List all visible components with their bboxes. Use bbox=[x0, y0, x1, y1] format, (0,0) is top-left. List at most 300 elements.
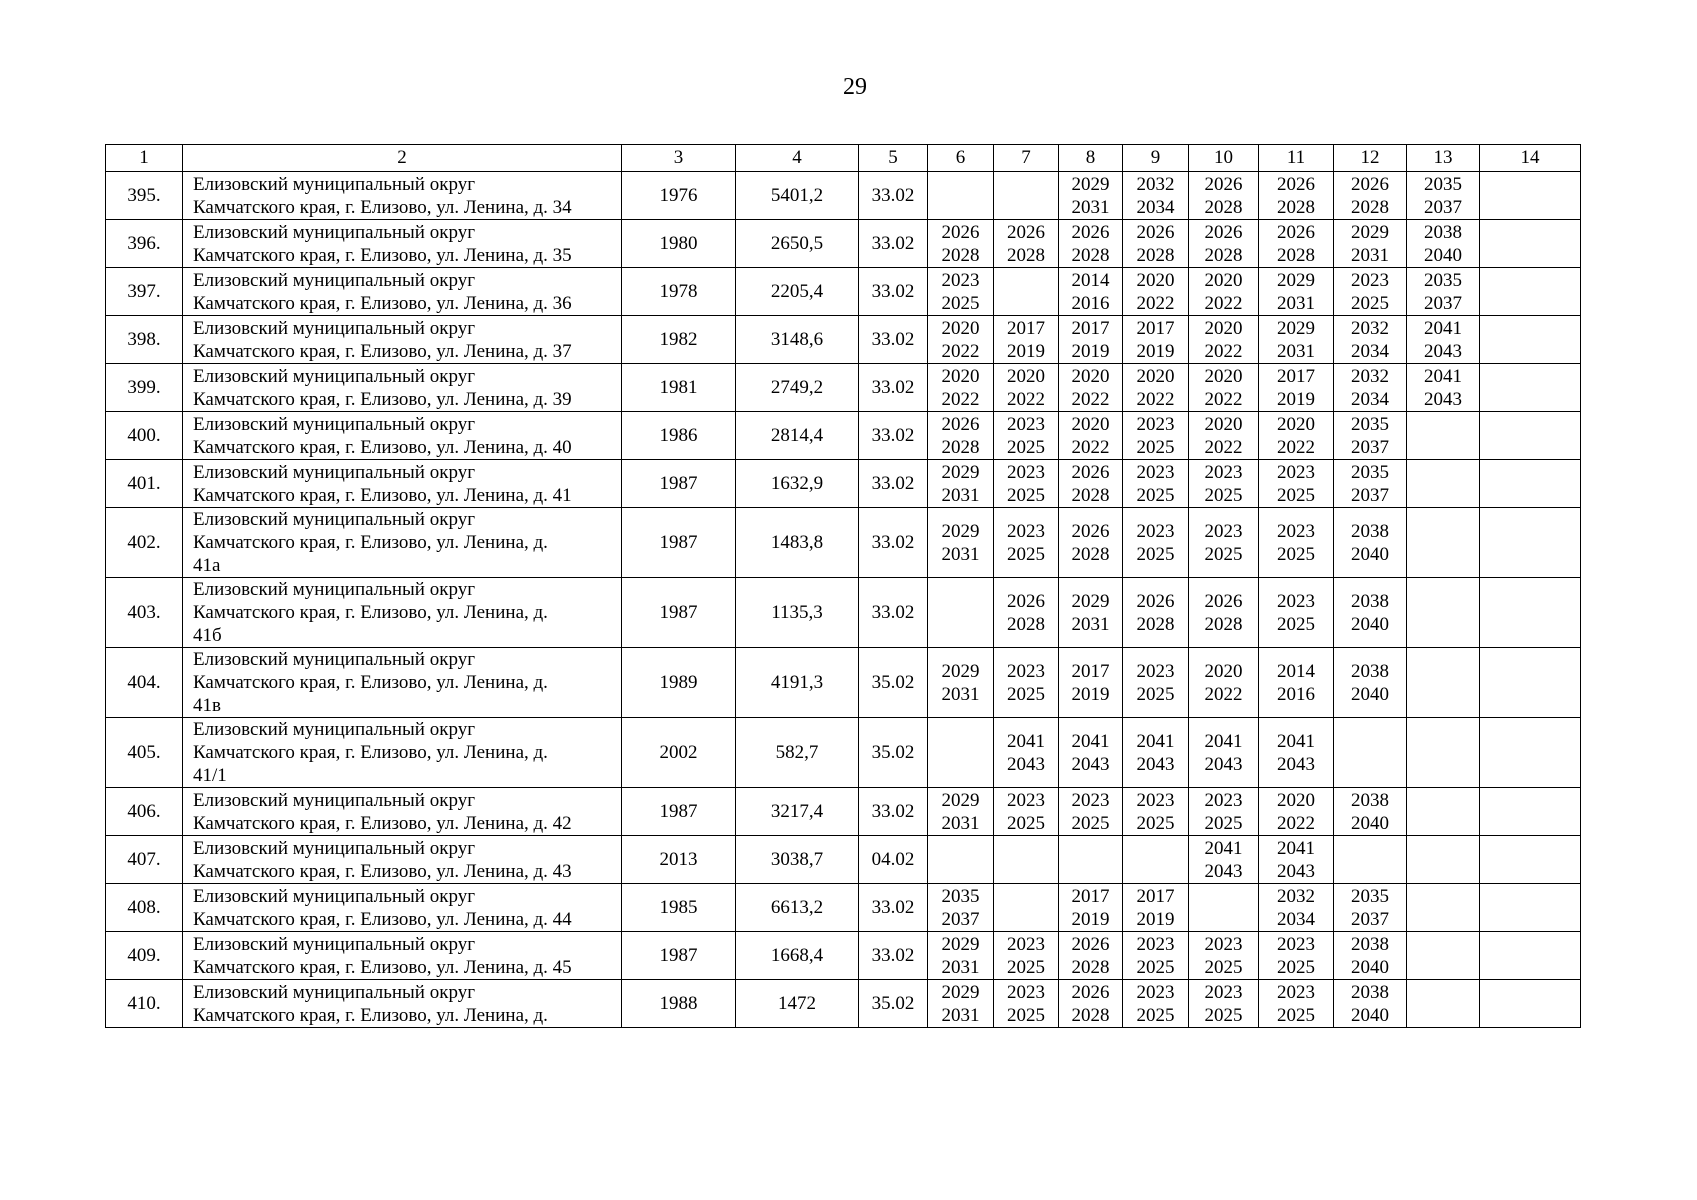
period-end: 2031 bbox=[941, 956, 980, 978]
period-cell bbox=[1059, 364, 1123, 412]
row-number: 406. bbox=[106, 788, 183, 836]
code: 33.02 bbox=[859, 220, 928, 268]
period-start: 2017 bbox=[1007, 317, 1045, 339]
period-end: 2025 bbox=[1204, 812, 1243, 834]
period-start: 2014 bbox=[1071, 269, 1110, 291]
period-cell bbox=[1407, 788, 1480, 836]
column-number: 11 bbox=[1259, 145, 1334, 172]
period-end: 2043 bbox=[1424, 340, 1462, 362]
code: 33.02 bbox=[859, 364, 928, 412]
code: 33.02 bbox=[859, 172, 928, 220]
address-line: Камчатского края, г. Елизово, ул. Ленина, д. 44 bbox=[193, 908, 572, 930]
period-start: 2029 bbox=[1277, 269, 1315, 291]
period-cell bbox=[1259, 220, 1334, 268]
period-end: 2022 bbox=[1204, 340, 1243, 362]
period-end: 2025 bbox=[1007, 683, 1045, 705]
period-end: 2025 bbox=[1007, 812, 1045, 834]
period-end: 2028 bbox=[1136, 244, 1175, 266]
period-cell bbox=[928, 172, 994, 220]
column-number: 8 bbox=[1059, 145, 1123, 172]
address-cell bbox=[183, 268, 622, 316]
table-row bbox=[106, 718, 1581, 788]
period-cell bbox=[994, 578, 1059, 648]
period-cell bbox=[1480, 836, 1581, 884]
period-start: 2020 bbox=[1136, 365, 1175, 387]
period-cell bbox=[1259, 578, 1334, 648]
period-end: 2025 bbox=[1277, 1004, 1315, 1026]
address-line: Елизовский муниципальный округ bbox=[193, 579, 475, 600]
build-year: 1989 bbox=[622, 648, 736, 718]
column-number: 9 bbox=[1123, 145, 1189, 172]
code: 35.02 bbox=[859, 648, 928, 718]
period-start: 2029 bbox=[941, 789, 980, 811]
period-start: 2023 bbox=[1277, 520, 1315, 542]
period-start: 2035 bbox=[1351, 461, 1389, 483]
period-cell bbox=[1123, 316, 1189, 364]
row-number: 399. bbox=[106, 364, 183, 412]
period-cell bbox=[1480, 648, 1581, 718]
period-start: 2023 bbox=[1204, 981, 1243, 1003]
code: 33.02 bbox=[859, 884, 928, 932]
period-cell bbox=[1189, 364, 1259, 412]
build-year: 1976 bbox=[622, 172, 736, 220]
period-cell bbox=[1259, 460, 1334, 508]
period-cell bbox=[1059, 884, 1123, 932]
period-end: 2025 bbox=[1136, 484, 1175, 506]
period-start: 2041 bbox=[1071, 730, 1110, 752]
period-start: 2026 bbox=[1071, 981, 1110, 1003]
period-cell bbox=[1407, 220, 1480, 268]
period-start: 2017 bbox=[1071, 660, 1110, 682]
period-start: 2020 bbox=[1204, 365, 1243, 387]
build-year: 2013 bbox=[622, 836, 736, 884]
period-cell bbox=[1480, 508, 1581, 578]
registry-table bbox=[105, 144, 1581, 1028]
period-cell bbox=[1480, 268, 1581, 316]
period-cell bbox=[1059, 718, 1123, 788]
period-start: 2038 bbox=[1351, 789, 1389, 811]
period-cell bbox=[1334, 884, 1407, 932]
address-cell bbox=[183, 718, 622, 788]
period-end: 2016 bbox=[1277, 683, 1315, 705]
period-cell bbox=[1189, 460, 1259, 508]
address-cell bbox=[183, 578, 622, 648]
column-number: 3 bbox=[622, 145, 736, 172]
period-cell bbox=[1480, 578, 1581, 648]
period-end: 2016 bbox=[1071, 292, 1110, 314]
period-start: 2026 bbox=[1071, 933, 1110, 955]
period-start: 2041 bbox=[1424, 317, 1462, 339]
period-start: 2023 bbox=[1277, 933, 1315, 955]
period-end: 2025 bbox=[1204, 484, 1243, 506]
column-number: 4 bbox=[736, 145, 859, 172]
column-number: 14 bbox=[1480, 145, 1581, 172]
table-row bbox=[106, 578, 1581, 648]
row-number: 398. bbox=[106, 316, 183, 364]
period-cell bbox=[1334, 788, 1407, 836]
period-start: 2020 bbox=[1071, 413, 1110, 435]
period-start: 2023 bbox=[1071, 789, 1110, 811]
period-start: 2023 bbox=[1204, 933, 1243, 955]
period-cell bbox=[1334, 316, 1407, 364]
address-cell bbox=[183, 412, 622, 460]
period-cell bbox=[994, 718, 1059, 788]
period-end: 2034 bbox=[1351, 340, 1389, 362]
address-line: Камчатского края, г. Елизово, ул. Ленина, д. bbox=[193, 602, 548, 623]
period-cell bbox=[1059, 172, 1123, 220]
period-cell bbox=[1123, 718, 1189, 788]
code: 33.02 bbox=[859, 932, 928, 980]
period-end: 2025 bbox=[1136, 956, 1175, 978]
period-cell bbox=[928, 836, 994, 884]
period-cell bbox=[994, 460, 1059, 508]
period-cell bbox=[1334, 460, 1407, 508]
row-number: 403. bbox=[106, 578, 183, 648]
table-row bbox=[106, 460, 1581, 508]
period-end: 2025 bbox=[1007, 436, 1045, 458]
period-cell bbox=[928, 648, 994, 718]
period-cell bbox=[1407, 172, 1480, 220]
period-end: 2028 bbox=[1204, 613, 1243, 635]
period-end: 2043 bbox=[1204, 753, 1243, 775]
column-number: 1 bbox=[106, 145, 183, 172]
period-cell bbox=[1407, 316, 1480, 364]
area: 2205,4 bbox=[736, 268, 859, 316]
period-cell bbox=[1259, 316, 1334, 364]
area: 3217,4 bbox=[736, 788, 859, 836]
build-year: 1980 bbox=[622, 220, 736, 268]
period-end: 2028 bbox=[1204, 196, 1243, 218]
period-start: 2026 bbox=[1351, 173, 1389, 195]
area: 2749,2 bbox=[736, 364, 859, 412]
address-line: Камчатского края, г. Елизово, ул. Ленина, д. bbox=[193, 742, 548, 763]
period-cell bbox=[1259, 268, 1334, 316]
column-number-row bbox=[106, 145, 1581, 172]
period-start: 2029 bbox=[1071, 590, 1110, 612]
build-year: 2002 bbox=[622, 718, 736, 788]
address-cell bbox=[183, 788, 622, 836]
period-cell bbox=[1189, 788, 1259, 836]
period-cell bbox=[928, 980, 994, 1028]
table-row bbox=[106, 788, 1581, 836]
period-cell bbox=[1480, 718, 1581, 788]
period-start: 2017 bbox=[1136, 885, 1175, 907]
row-number: 395. bbox=[106, 172, 183, 220]
period-cell bbox=[1480, 980, 1581, 1028]
address-line: Камчатского края, г. Елизово, ул. Ленина, д. bbox=[193, 532, 548, 553]
address-cell bbox=[183, 836, 622, 884]
period-cell bbox=[1123, 836, 1189, 884]
address-line: 41/1 bbox=[193, 765, 227, 786]
period-end: 2025 bbox=[1007, 956, 1045, 978]
code: 33.02 bbox=[859, 788, 928, 836]
table-row bbox=[106, 884, 1581, 932]
row-number: 397. bbox=[106, 268, 183, 316]
period-end: 2028 bbox=[1277, 196, 1315, 218]
period-start: 2041 bbox=[1277, 730, 1315, 752]
period-end: 2040 bbox=[1351, 613, 1389, 635]
period-end: 2034 bbox=[1136, 196, 1175, 218]
period-end: 2031 bbox=[1071, 613, 1110, 635]
table-row bbox=[106, 220, 1581, 268]
build-year: 1988 bbox=[622, 980, 736, 1028]
period-cell bbox=[928, 578, 994, 648]
period-cell bbox=[1480, 220, 1581, 268]
address-line: Елизовский муниципальный округ bbox=[193, 461, 475, 483]
period-end: 2025 bbox=[1136, 543, 1175, 565]
period-start: 2041 bbox=[1424, 365, 1462, 387]
period-cell bbox=[1059, 932, 1123, 980]
address-line: Елизовский муниципальный округ bbox=[193, 269, 475, 291]
period-cell bbox=[994, 648, 1059, 718]
period-end: 2028 bbox=[1007, 244, 1045, 266]
period-start: 2032 bbox=[1351, 317, 1389, 339]
area: 1632,9 bbox=[736, 460, 859, 508]
code: 33.02 bbox=[859, 508, 928, 578]
address-cell bbox=[183, 460, 622, 508]
period-end: 2019 bbox=[1136, 340, 1175, 362]
period-cell bbox=[1123, 460, 1189, 508]
period-cell bbox=[1059, 220, 1123, 268]
period-end: 2028 bbox=[1204, 244, 1243, 266]
address-cell bbox=[183, 980, 622, 1028]
period-end: 2043 bbox=[1136, 753, 1175, 775]
table-row bbox=[106, 932, 1581, 980]
period-end: 2028 bbox=[941, 436, 980, 458]
period-cell bbox=[1259, 508, 1334, 578]
period-start: 2032 bbox=[1136, 173, 1175, 195]
period-cell bbox=[1334, 836, 1407, 884]
period-end: 2028 bbox=[1277, 244, 1315, 266]
period-start: 2023 bbox=[1204, 461, 1243, 483]
period-cell bbox=[1480, 460, 1581, 508]
period-cell bbox=[928, 316, 994, 364]
period-cell bbox=[1259, 364, 1334, 412]
period-end: 2040 bbox=[1351, 812, 1389, 834]
period-cell bbox=[1259, 412, 1334, 460]
address-line: Камчатского края, г. Елизово, ул. Ленина, д. 40 bbox=[193, 436, 572, 458]
period-start: 2026 bbox=[1071, 520, 1110, 542]
period-cell bbox=[994, 268, 1059, 316]
period-start: 2026 bbox=[1136, 221, 1175, 243]
period-start: 2023 bbox=[1351, 269, 1389, 291]
address-line: Елизовский муниципальный округ bbox=[193, 317, 475, 339]
period-start: 2026 bbox=[941, 221, 980, 243]
code: 04.02 bbox=[859, 836, 928, 884]
period-end: 2028 bbox=[1071, 244, 1110, 266]
period-start: 2023 bbox=[1204, 789, 1243, 811]
period-start: 2038 bbox=[1351, 590, 1389, 612]
period-start: 2020 bbox=[941, 317, 980, 339]
address-line: Камчатского края, г. Елизово, ул. Ленина, д. 35 bbox=[193, 244, 572, 266]
period-start: 2029 bbox=[941, 520, 980, 542]
period-end: 2031 bbox=[941, 484, 980, 506]
period-cell bbox=[928, 718, 994, 788]
period-start: 2020 bbox=[1007, 365, 1045, 387]
period-start: 2023 bbox=[1007, 660, 1045, 682]
period-end: 2025 bbox=[1351, 292, 1389, 314]
period-start: 2029 bbox=[941, 933, 980, 955]
period-end: 2022 bbox=[941, 388, 980, 410]
period-start: 2020 bbox=[1277, 413, 1315, 435]
period-cell bbox=[1189, 578, 1259, 648]
period-end: 2025 bbox=[1277, 543, 1315, 565]
period-start: 2020 bbox=[1136, 269, 1175, 291]
period-start: 2023 bbox=[1204, 520, 1243, 542]
period-end: 2040 bbox=[1351, 683, 1389, 705]
period-cell bbox=[1059, 980, 1123, 1028]
period-start: 2026 bbox=[941, 413, 980, 435]
period-cell bbox=[1189, 412, 1259, 460]
row-number: 407. bbox=[106, 836, 183, 884]
period-start: 2020 bbox=[1277, 789, 1315, 811]
row-number: 400. bbox=[106, 412, 183, 460]
period-cell bbox=[928, 932, 994, 980]
period-end: 2028 bbox=[1351, 196, 1389, 218]
period-cell bbox=[1123, 220, 1189, 268]
address-line: Елизовский муниципальный округ bbox=[193, 789, 475, 811]
column-number: 6 bbox=[928, 145, 994, 172]
row-number: 408. bbox=[106, 884, 183, 932]
area: 1135,3 bbox=[736, 578, 859, 648]
address-line: Елизовский муниципальный округ bbox=[193, 221, 475, 243]
column-number: 13 bbox=[1407, 145, 1480, 172]
period-cell bbox=[928, 364, 994, 412]
table-row bbox=[106, 412, 1581, 460]
period-start: 2020 bbox=[1204, 269, 1243, 291]
page-number: 29 bbox=[843, 74, 867, 100]
period-end: 2034 bbox=[1351, 388, 1389, 410]
period-cell bbox=[1123, 932, 1189, 980]
period-cell bbox=[1059, 508, 1123, 578]
period-end: 2031 bbox=[1277, 292, 1315, 314]
period-cell bbox=[928, 884, 994, 932]
period-end: 2043 bbox=[1204, 860, 1243, 882]
period-cell bbox=[1334, 578, 1407, 648]
period-end: 2043 bbox=[1424, 388, 1462, 410]
period-start: 2029 bbox=[1071, 173, 1110, 195]
period-cell bbox=[1123, 364, 1189, 412]
period-cell bbox=[994, 412, 1059, 460]
period-end: 2019 bbox=[1277, 388, 1315, 410]
period-end: 2037 bbox=[941, 908, 980, 930]
address-cell bbox=[183, 508, 622, 578]
period-start: 2029 bbox=[1351, 221, 1389, 243]
address-cell bbox=[183, 884, 622, 932]
period-cell bbox=[1480, 364, 1581, 412]
column-number: 10 bbox=[1189, 145, 1259, 172]
period-end: 2031 bbox=[1351, 244, 1389, 266]
period-end: 2037 bbox=[1424, 196, 1462, 218]
table-row bbox=[106, 268, 1581, 316]
address-line: Камчатского края, г. Елизово, ул. Ленина, д. 42 bbox=[193, 812, 572, 834]
period-cell bbox=[1059, 788, 1123, 836]
period-cell bbox=[994, 316, 1059, 364]
period-cell bbox=[1407, 412, 1480, 460]
period-end: 2028 bbox=[1071, 1004, 1110, 1026]
period-cell bbox=[1334, 364, 1407, 412]
table-row bbox=[106, 316, 1581, 364]
period-cell bbox=[1334, 980, 1407, 1028]
code: 33.02 bbox=[859, 316, 928, 364]
period-cell bbox=[1407, 508, 1480, 578]
period-cell bbox=[1059, 648, 1123, 718]
period-end: 2028 bbox=[1071, 543, 1110, 565]
period-start: 2026 bbox=[1007, 590, 1045, 612]
address-line: Камчатского края, г. Елизово, ул. Ленина, д. bbox=[193, 672, 548, 693]
period-start: 2023 bbox=[1136, 413, 1175, 435]
period-cell bbox=[1123, 788, 1189, 836]
period-cell bbox=[928, 788, 994, 836]
period-cell bbox=[994, 172, 1059, 220]
period-end: 2025 bbox=[1136, 812, 1175, 834]
period-cell bbox=[1189, 316, 1259, 364]
period-cell bbox=[1259, 718, 1334, 788]
period-start: 2035 bbox=[1351, 885, 1389, 907]
period-cell bbox=[1480, 788, 1581, 836]
period-cell bbox=[1407, 932, 1480, 980]
period-cell bbox=[1189, 884, 1259, 932]
period-cell bbox=[1123, 578, 1189, 648]
period-end: 2025 bbox=[1136, 1004, 1175, 1026]
area: 582,7 bbox=[736, 718, 859, 788]
period-cell bbox=[1123, 172, 1189, 220]
build-year: 1987 bbox=[622, 788, 736, 836]
period-start: 2032 bbox=[1351, 365, 1389, 387]
address-line: Елизовский муниципальный округ bbox=[193, 509, 475, 530]
period-start: 2038 bbox=[1351, 660, 1389, 682]
address-cell bbox=[183, 172, 622, 220]
period-start: 2017 bbox=[1071, 317, 1110, 339]
period-cell bbox=[1259, 980, 1334, 1028]
period-start: 2029 bbox=[1277, 317, 1315, 339]
period-start: 2029 bbox=[941, 461, 980, 483]
period-start: 2023 bbox=[1136, 660, 1175, 682]
period-cell bbox=[1480, 172, 1581, 220]
period-start: 2014 bbox=[1277, 660, 1315, 682]
period-cell bbox=[1189, 508, 1259, 578]
period-end: 2043 bbox=[1071, 753, 1110, 775]
period-end: 2019 bbox=[1071, 340, 1110, 362]
table-row bbox=[106, 836, 1581, 884]
period-end: 2022 bbox=[1007, 388, 1045, 410]
period-cell bbox=[994, 220, 1059, 268]
build-year: 1987 bbox=[622, 508, 736, 578]
period-cell bbox=[1059, 578, 1123, 648]
period-start: 2023 bbox=[1136, 789, 1175, 811]
period-start: 2020 bbox=[1204, 317, 1243, 339]
period-end: 2019 bbox=[1071, 683, 1110, 705]
area: 3148,6 bbox=[736, 316, 859, 364]
period-end: 2031 bbox=[941, 683, 980, 705]
period-end: 2022 bbox=[941, 340, 980, 362]
period-cell bbox=[1059, 268, 1123, 316]
row-number: 402. bbox=[106, 508, 183, 578]
period-cell bbox=[1189, 836, 1259, 884]
area: 1472 bbox=[736, 980, 859, 1028]
code: 33.02 bbox=[859, 412, 928, 460]
row-number: 396. bbox=[106, 220, 183, 268]
period-cell bbox=[928, 220, 994, 268]
period-start: 2035 bbox=[1351, 413, 1389, 435]
period-cell bbox=[928, 508, 994, 578]
area: 1483,8 bbox=[736, 508, 859, 578]
period-cell bbox=[1407, 980, 1480, 1028]
period-end: 2019 bbox=[1136, 908, 1175, 930]
period-cell bbox=[1189, 932, 1259, 980]
period-start: 2035 bbox=[1424, 173, 1462, 195]
period-start: 2023 bbox=[1277, 590, 1315, 612]
